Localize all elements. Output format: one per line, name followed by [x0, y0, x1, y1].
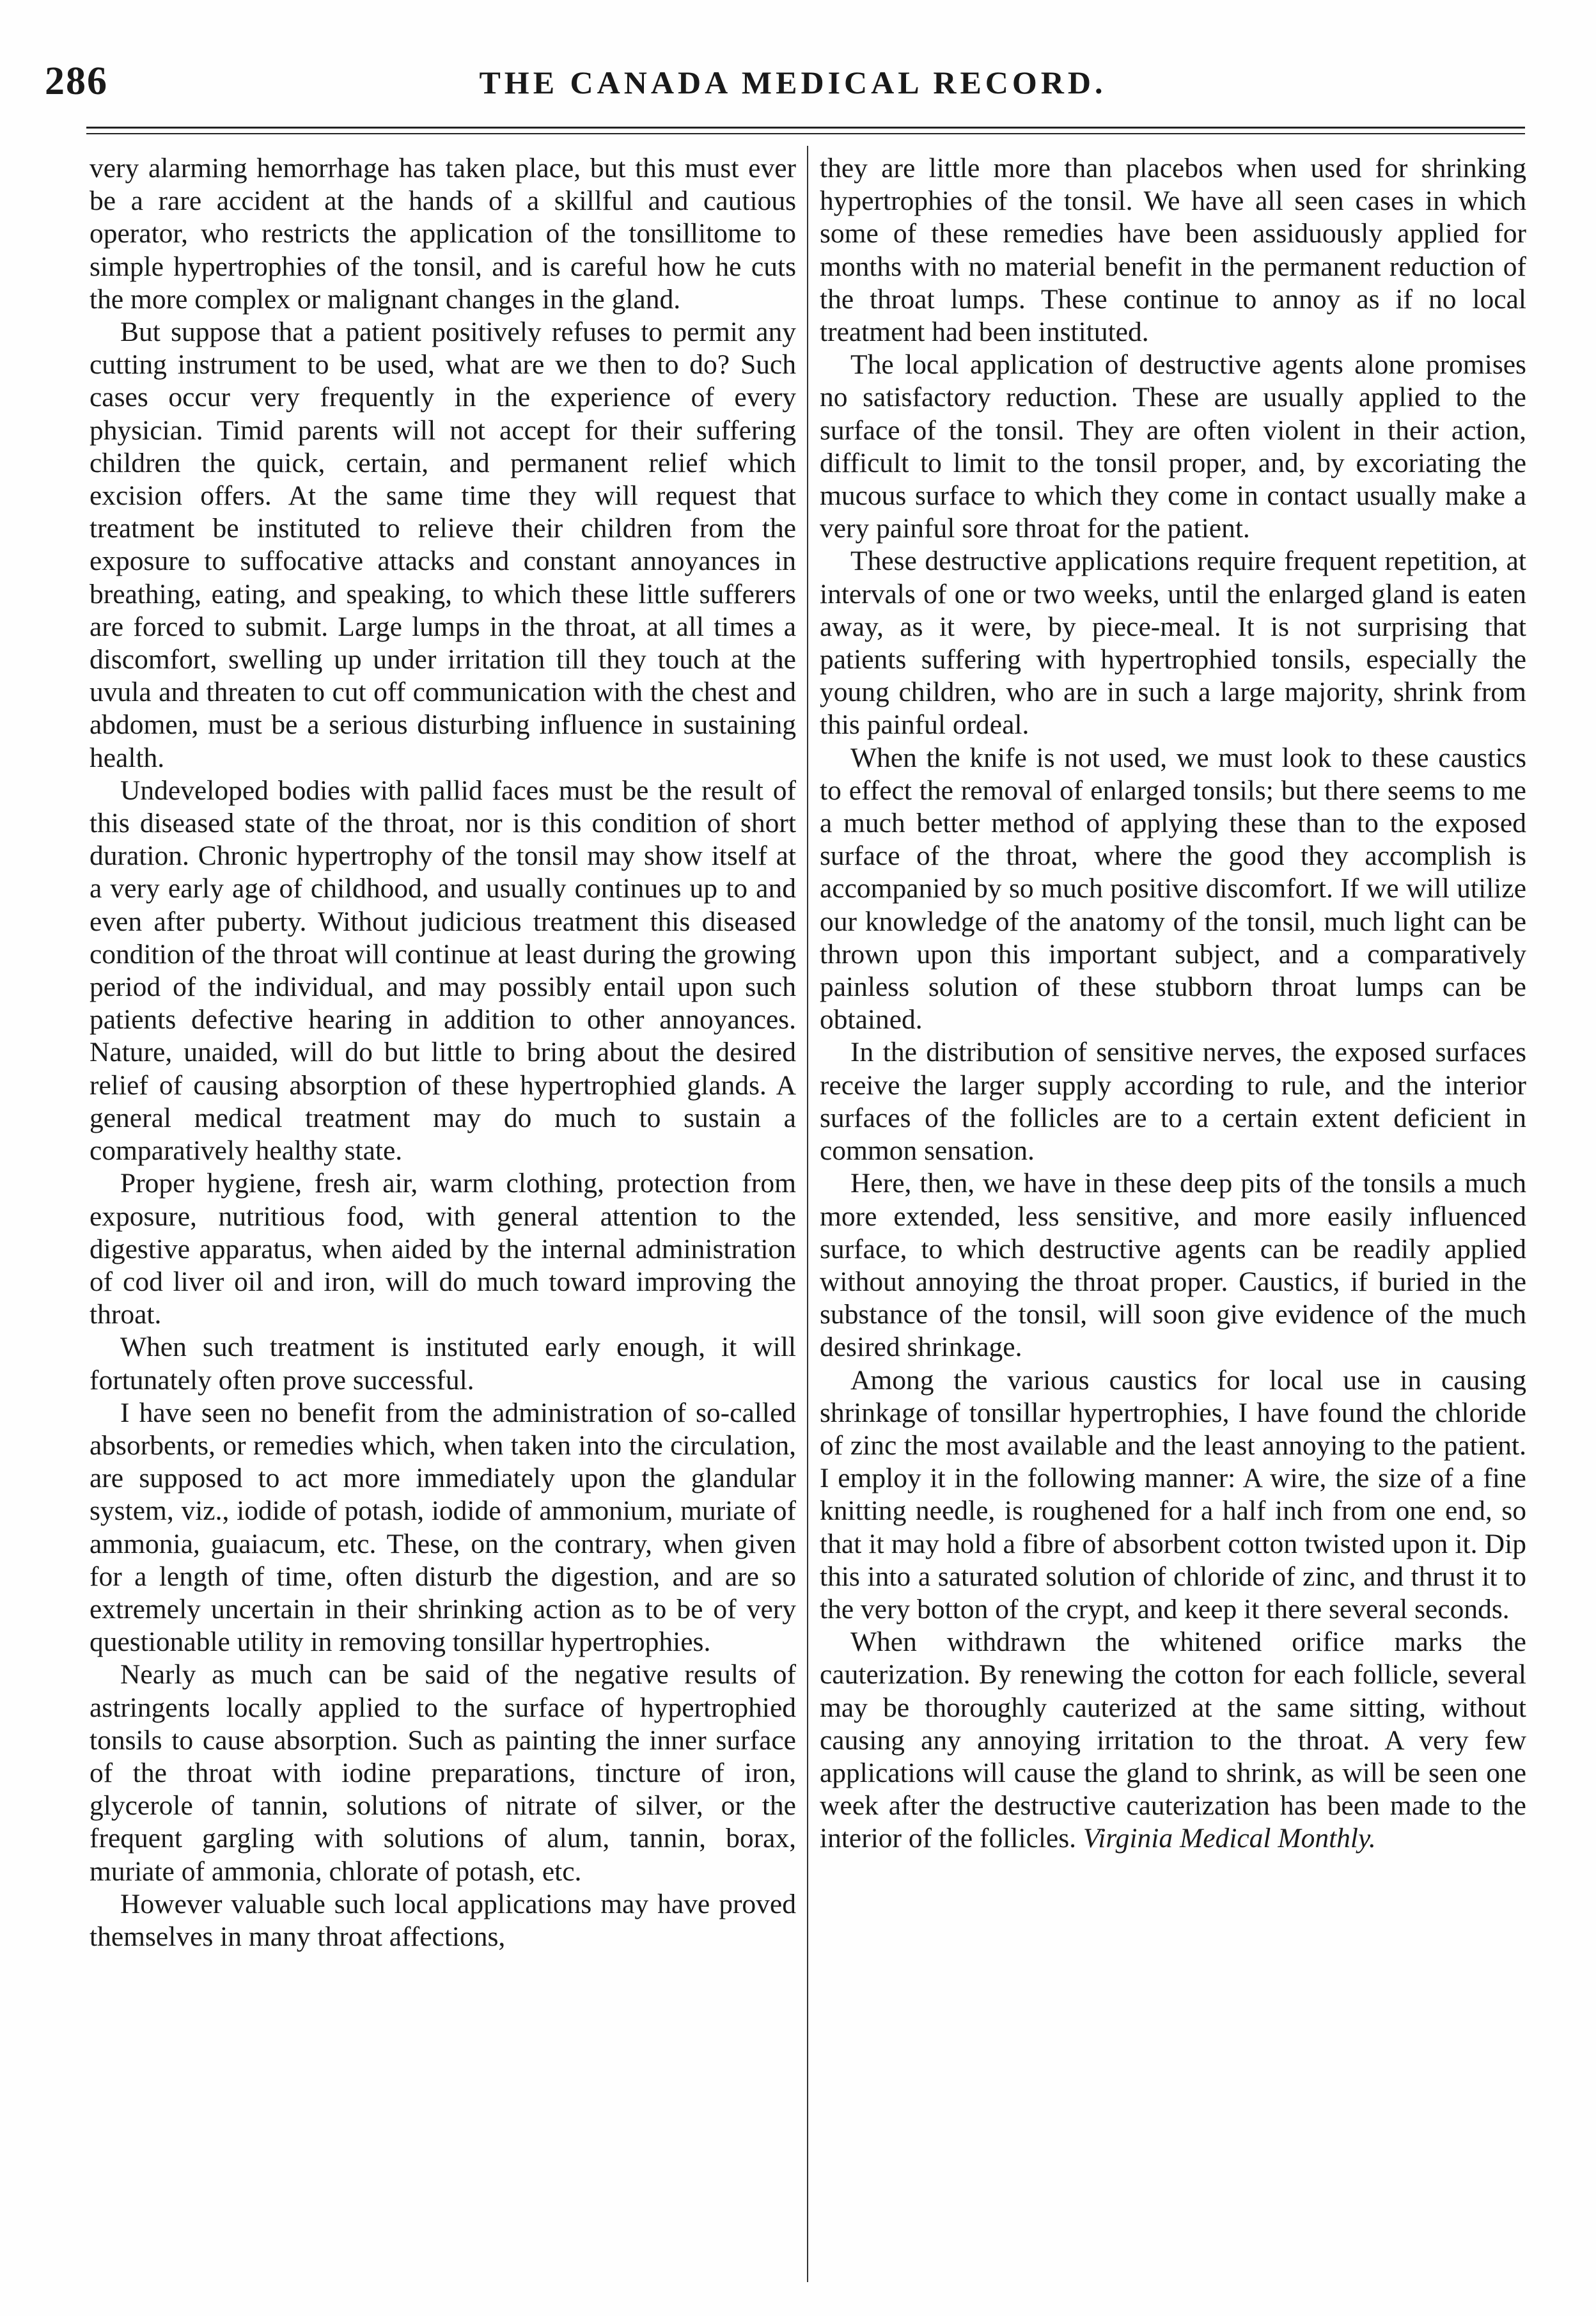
paragraph: Nearly as much can be said of the negative results of astringents locally applied to the surface of hypertrophied tonsils to cause absorption. Such as painting the inner surface of the throat with iodine preparations, tincture of iron, glycerole of tannin, solutions of nitrate of silver, or the frequent gargling with solutions of alum, tannin, borax, muriate of ammonia, chlorate of potash, etc.	[90, 1659, 796, 1887]
right-column	[820, 152, 1526, 2282]
page-header	[45, 59, 1541, 110]
header-rule-thin	[86, 133, 1525, 134]
paragraph: very alarming hemorrhage has taken place, but this must ever be a rare accident at the hands of a skillful and cautious operator, who restricts the application of the tonsillitome to simple hypertrophies of the tonsil, and is careful how he cuts the more complex or malignant changes in the gland.	[90, 153, 796, 315]
left-column	[90, 152, 796, 2282]
column-divider	[807, 146, 808, 2282]
paragraph: But suppose that a patient positively refuses to permit any cutting instrument to be used, what are we then to do? Such cases occur very frequently in the experience of every physician. Timid parents will not accept for their suffering children the quick, certain, and permanent relief which excision offers. At the same time they will request that treatment be instituted to relieve their children from the exposure to suffocative attacks and constant annoyances in breathing, eating, and speaking, to which these little sufferers are forced to submit. Large lumps in the throat, at all times a discomfort, swelling up under irritation till they touch at the uvula and threaten to cut off communication with the chest and abdomen, must be a serious disturbing influence in sustaining health.	[90, 317, 796, 773]
paragraph: In the distribution of sensitive nerves, the exposed surfaces receive the larger supply according to rule, and the interior surfaces of the follicles are to a certain extent deficient in common sensation.	[820, 1037, 1526, 1167]
paragraph: Proper hygiene, fresh air, warm clothing, protection from exposure, nutritious food, with general attention to the digestive apparatus, when aided by the internal administration of cod liver oil and iron, will do much toward improving the throat.	[90, 1168, 796, 1330]
paragraph: When the knife is not used, we must look to these caustics to effect the removal of enlarged tonsils; but there seems to me a much better method of applying these than to the exposed surface of the throat, where the good they accomplish is accompanied by so much positive discomfort. If we will utilize our knowledge of the anatomy of the tonsil, much light can be thrown upon this important subject, and a comparatively painless solution of these stubborn throat lumps can be obtained.	[820, 742, 1526, 1036]
paragraph: Among the various caustics for local use in causing shrinkage of tonsillar hypertrophies, I have found the chloride of zinc the most available and the least annoying to the patient. I employ it in the following manner: A wire, the size of a fine knitting needle, is roughened for a half inch from one end, so that it may hold a fibre of absorbent cotton twisted upon it. Dip this into a saturated solution of chloride of zinc, and thrust it to the very botton of the crypt, and keep it there several seconds.	[820, 1364, 1526, 1625]
paragraph: I have seen no benefit from the administration of so-called absorbents, or remedies which, when taken into the circulation, are supposed to act more immediately upon the glandular system, viz., iodide of potash, iodide of ammonium, muriate of ammonia, guaiacum, etc. These, on the contrary, when given for a length of time, often disturb the digestion, and are so extremely uncertain in their shrinking action as to be of very questionable utility in removing tonsillar hypertrophies.	[90, 1397, 796, 1658]
page-number: 286	[45, 59, 108, 103]
paragraph: These destructive applications require frequent repetition, at intervals of one or two weeks, until the enlarged gland is eaten away, as it were, by piece-meal. It is not surprising that patients suffering with hypertrophied tonsils, especially the young children, who are in such a large majority, shrink from this painful ordeal.	[820, 546, 1526, 741]
header-rule	[86, 127, 1525, 129]
paragraph: Undeveloped bodies with pallid faces must be the result of this diseased state of the throat, nor is this condition of short duration. Chronic hypertrophy of the tonsil may show itself at a very early age of childhood, and usually continues up to and even after puberty. Without judicious treatment this diseased condition of the throat will continue at least during the growing period of the individual, and may possibly entail upon such patients defective hearing in addition to other annoyances. Nature, unaided, will do but little to bring about the desired relief of causing absorption of these hypertrophied glands. A general medical treatment may do much to sustain a comparatively healthy state.	[90, 775, 796, 1167]
paragraph-text: When withdrawn the whitened orifice marks the cauterization. By renewing the cotton for each follicle, several may be thoroughly cauterized at the same sitting, without causing any annoying irritation to the throat. A very few applications will cause the gland to shrink, as will be seen one week after the destructive cauterization has been made to the interior of the follicles.	[820, 1627, 1526, 1854]
paragraph: When such treatment is instituted early enough, it will fortunately often prove successful.	[90, 1332, 796, 1396]
running-title: THE CANADA MEDICAL RECORD.	[479, 65, 1107, 100]
paragraph: Here, then, we have in these deep pits of the tonsils a much more extended, less sensitive, and more easily influenced surface, to which destructive agents can be readily applied without annoying the throat proper. Caustics, if buried in the substance of the tonsil, will soon give evidence of the much desired shrinkage.	[820, 1168, 1526, 1363]
source-citation: Virginia Medical Monthly.	[1083, 1823, 1376, 1854]
paragraph: The local application of destructive agents alone promises no satisfactory reduction. These are usually applied to the surface of the tonsil. They are often violent in their action, difficult to limit to the tonsil proper, and, by excoriating the mucous surface to which they come in contact usually make a very painful sore throat for the patient.	[820, 349, 1526, 544]
paragraph: they are little more than placebos when used for shrinking hypertrophies of the tonsil. We have all seen cases in which some of these remedies have been assiduously applied for months with no material benefit in the permanent reduction of the throat lumps. These continue to annoy as if no local treatment had been instituted.	[820, 153, 1526, 348]
paragraph: However valuable such local applications may have proved themselves in many throat affections,	[90, 1888, 796, 1952]
paragraph-final	[820, 1626, 1526, 1855]
